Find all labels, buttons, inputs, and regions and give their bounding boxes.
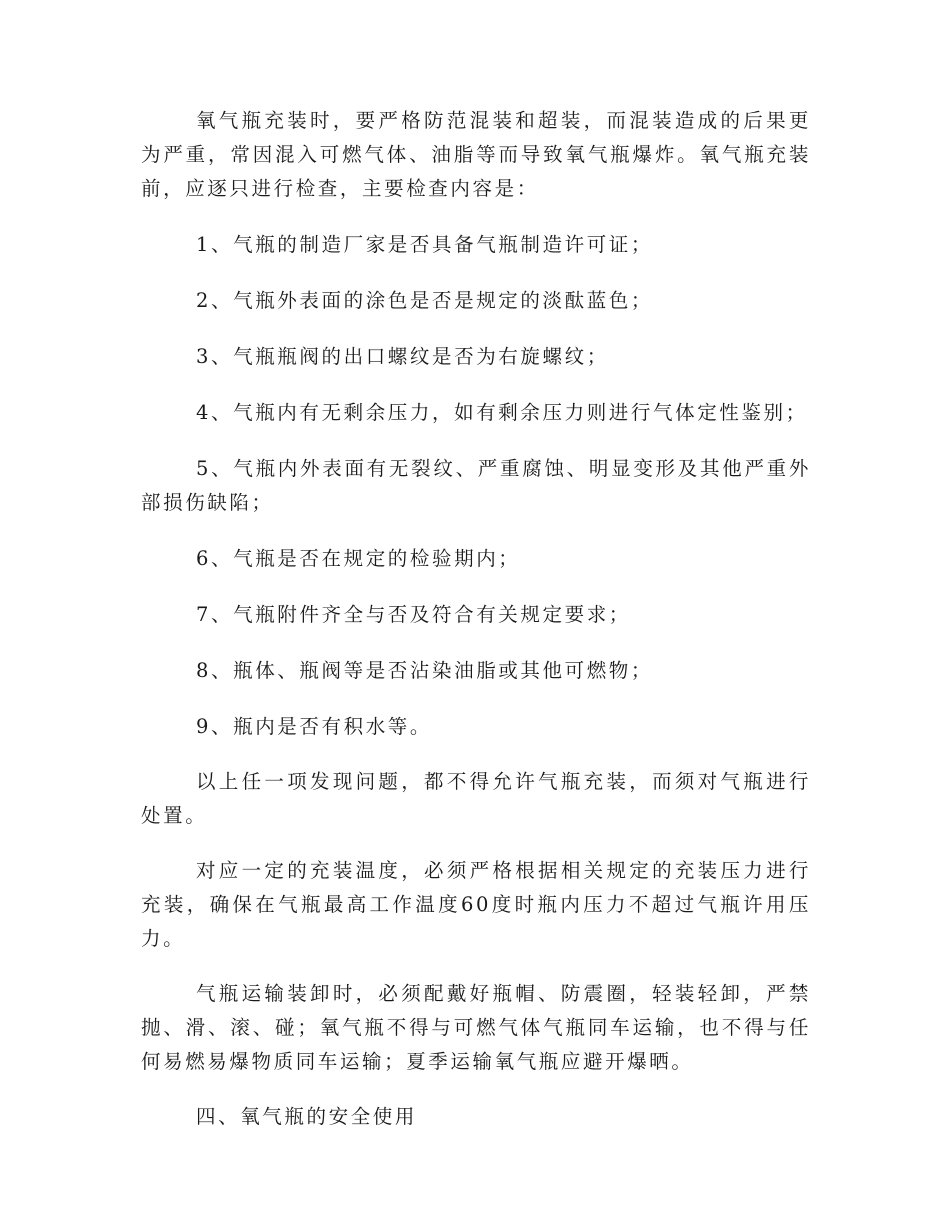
list-item-7: 7、气瓶附件齐全与否及符合有关规定要求； <box>196 603 631 626</box>
list-item-8: 8、瓶体、瓶阀等是否沾染油脂或其他可燃物； <box>196 659 654 682</box>
section-heading: 四、氧气瓶的安全使用 <box>196 1105 418 1128</box>
paragraph-problem-handling: 以上任一项发现问题，都不得允许气瓶充装，而须对气瓶进行处置。 <box>141 770 811 827</box>
list-item-1: 1、气瓶的制造厂家是否具备气瓶制造许可证； <box>196 233 654 256</box>
paragraph-intro: 氧气瓶充装时，要严格防范混装和超装，而混装造成的后果更为严重，常因混入可燃气体、油脂等而导致氧气瓶爆炸。氧气瓶充装前，应逐只进行检查，主要检查内容是： <box>141 109 811 200</box>
paragraph-filling-pressure: 对应一定的充装温度，必须严格根据相关规定的充装压力进行充装，确保在气瓶最高工作温度60度时瓶内压力不超过气瓶许用压力。 <box>141 859 811 950</box>
list-item-4: 4、气瓶内有无剩余压力，如有剩余压力则进行气体定性鉴别； <box>196 401 808 424</box>
list-item-6: 6、气瓶是否在规定的检验期内； <box>196 547 521 570</box>
paragraph-transport: 气瓶运输装卸时，必须配戴好瓶帽、防震圈，轻装轻卸，严禁抛、滑、滚、碰；氧气瓶不得与可燃气体气瓶同车运输，也不得与任何易燃易爆物质同车运输；夏季运输氧气瓶应避开爆晒。 <box>141 982 811 1073</box>
list-item-5: 5、气瓶内外表面有无裂纹、严重腐蚀、明显变形及其他严重外部损伤缺陷； <box>141 457 811 514</box>
list-item-2: 2、气瓶外表面的涂色是否是规定的淡酞蓝色； <box>196 289 654 312</box>
document-body <box>141 104 811 1134</box>
list-item-9: 9、瓶内是否有积水等。 <box>196 715 433 738</box>
list-item-3: 3、气瓶瓶阀的出口螺纹是否为右旋螺纹； <box>196 345 609 368</box>
